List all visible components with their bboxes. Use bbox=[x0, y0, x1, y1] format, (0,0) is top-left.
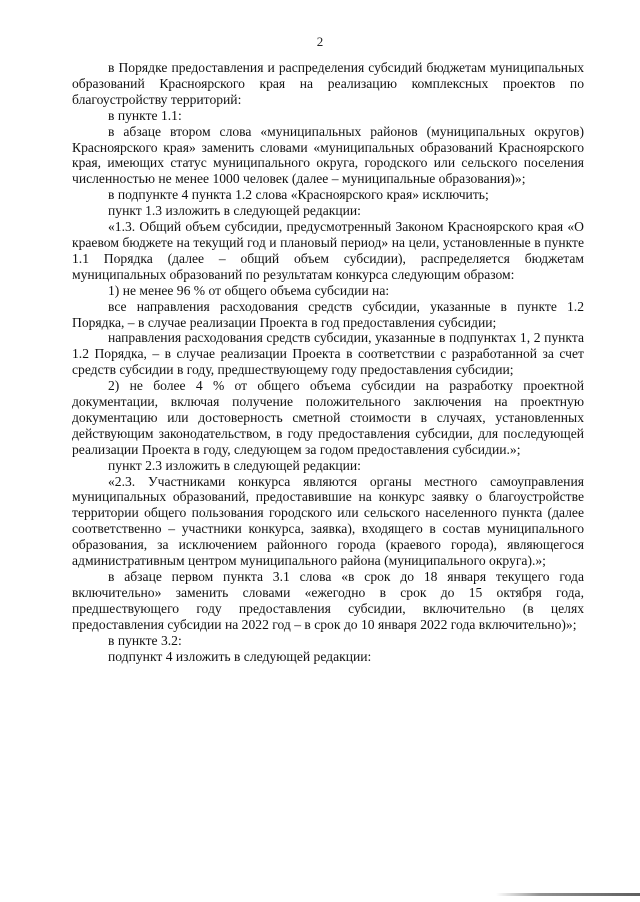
scan-edge-mark bbox=[496, 893, 640, 896]
paragraph: пункт 2.3 изложить в следующей редакции: bbox=[108, 457, 361, 473]
paragraph: в абзаце первом пункта 3.1 слова «в срок до 18 января текущего года включительно» заменить словами «ежегодно в срок до 15 октября года, предшествующего году предоставления субсидии, включительно (в целях предоставления субсидии на 2022 год – в срок до 10 января 2022 года включительно)»; bbox=[72, 569, 584, 632]
paragraph: «1.3. Общий объем субсидии, предусмотренный Законом Красноярского края «О краевом бюджете на текущий год и плановый период» на цели, установленные в пункте 1.1 Порядка (далее – общий объем субсидии), распределяется бюджетам муниципальных образований по результатам конкурса следующим образом: bbox=[72, 219, 584, 282]
page-number: 2 bbox=[316, 34, 324, 49]
paragraph: в пункте 1.1: bbox=[108, 107, 182, 123]
paragraph: в пункте 3.2: bbox=[108, 632, 182, 648]
paragraph: «2.3. Участниками конкурса являются органы местного самоуправления муниципальных образований, предоставившие на конкурс заявку о благоустройстве территории общего пользования городского или сельского населенного пункта (далее соответственно – участники конкурса, заявка), входящего в состав муниципального образования, за исключением районного города (краевого города), являющегося административным центром муниципального района (муниципального округа).»; bbox=[72, 473, 584, 569]
paragraph: подпункт 4 изложить в следующей редакции: bbox=[108, 648, 372, 664]
paragraph: пункт 1.3 изложить в следующей редакции: bbox=[108, 203, 361, 219]
paragraph: в подпункте 4 пункта 1.2 слова «Красноярского края» исключить; bbox=[108, 187, 489, 203]
document-body bbox=[72, 60, 584, 664]
paragraph: направления расходования средств субсидии, указанные в подпунктах 1, 2 пункта 1.2 Порядка, – в случае реализации Проекта в соответствии с разработанной за счет средств субсидии в году, предшествующему году предоставления субсидии; bbox=[72, 330, 584, 378]
paragraph: 2) не более 4 % от общего объема субсидии на разработку проектной документации, включая получение положительного заключения на проектную документацию или достоверность сметной стоимости в случаях, установленных действующим законодательством, в году предоставления субсидии, для последующей реализации Проекта в году, следующем за годом предоставления субсидии.»; bbox=[72, 378, 584, 457]
paragraph: все направления расходования средств субсидии, указанные в пункте 1.2 Порядка, – в случае реализации Проекта в год предоставления субсидии; bbox=[72, 298, 584, 330]
paragraph: 1) не менее 96 % от общего объема субсидии на: bbox=[108, 282, 390, 298]
paragraph: в абзаце втором слова «муниципальных районов (муниципальных округов) Красноярского края» заменить словами «муниципальных образований Красноярского края, имеющих статус муниципального округа, городского или сельского поселения численностью не менее 1000 человек (далее – муниципальные образования)»; bbox=[72, 123, 584, 187]
paragraph: в Порядке предоставления и распределения субсидий бюджетам муниципальных образований Красноярского края на реализацию комплексных проектов по благоустройству территорий: bbox=[72, 60, 584, 107]
